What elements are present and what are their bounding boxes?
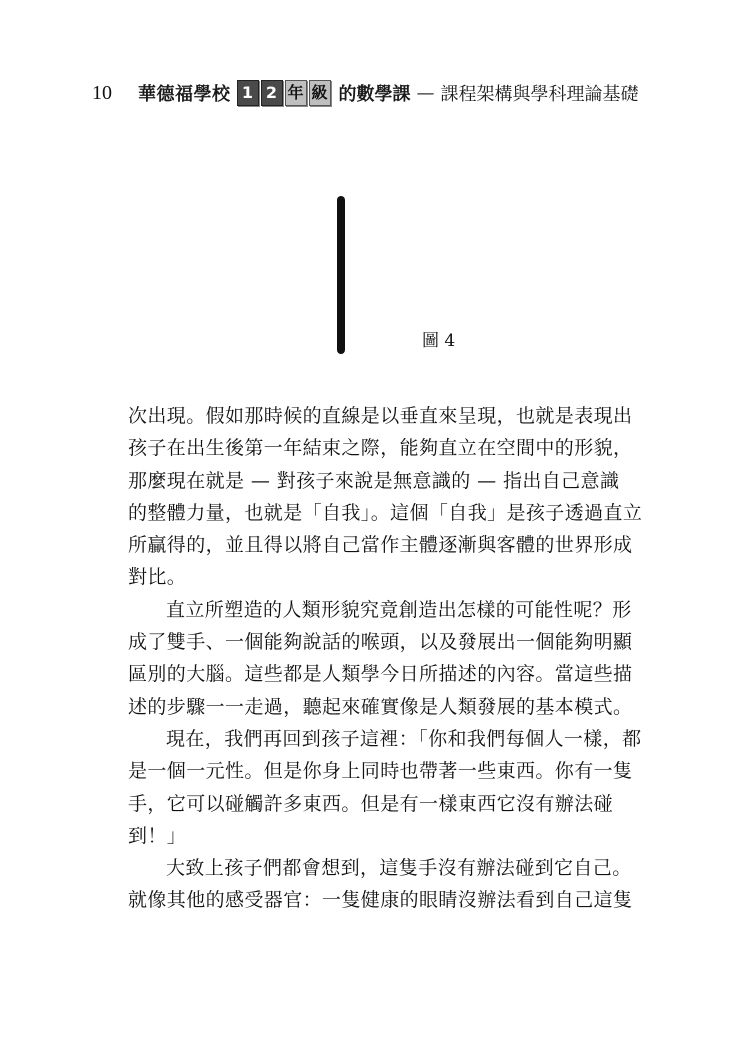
text-line: 區別的大腦。這些都是人類學今日所描述的內容。當這些描: [128, 663, 633, 686]
grade-digit-1: 1: [237, 80, 259, 106]
body-text: [128, 400, 643, 917]
text-line: 次出現。假如那時候的直線是以垂直來呈現，也就是表現出: [128, 405, 633, 427]
grade-badge: [237, 80, 333, 106]
text-line: 是一個一元性。但是你身上同時也帶著一些東西。你有一隻: [128, 760, 633, 783]
figure-vertical-line: [337, 196, 345, 354]
text-line: 大致上孩子們都會想到，這隻手沒有辦法碰到它自己。: [166, 857, 632, 880]
text-line: 手，它可以碰觸許多東西。但是有一樣東西它沒有辦法碰: [128, 792, 614, 815]
grade-char-year: 年: [285, 80, 307, 106]
book-title-suffix: 的數學課: [338, 84, 411, 105]
text-line: 孩子在出生後第一年結束之際，能夠直立在空間中的形貌，: [128, 437, 633, 460]
text-line: 那麼現在就是 — 對孩子來說是無意識的 — 指出自己意識: [128, 469, 620, 492]
text-line: 所贏得的，並且得以將自己當作主體逐漸與客體的世界形成: [128, 534, 633, 557]
text-line: 到！」: [128, 824, 187, 847]
figure-caption: 圖 4: [422, 331, 456, 351]
text-line: 成了雙手、一個能夠說話的喉頭，以及發展出一個能夠明顯: [128, 631, 633, 654]
text-line: 直立所塑造的人類形貌究竟創造出怎樣的可能性呢？形: [166, 598, 632, 621]
text-line: 的整體力量，也就是「自我」。這個「自我」是孩子透過直立: [128, 501, 643, 524]
page-number: 10: [92, 81, 112, 104]
header-dash: —: [416, 82, 435, 104]
text-line: 就像其他的感受器官：一隻健康的眼睛沒辦法看到自己這隻: [128, 889, 633, 912]
text-line: 對比。: [128, 566, 187, 589]
grade-digit-2: 2: [261, 80, 283, 106]
grade-char-level: 級: [309, 80, 331, 106]
book-title-prefix: 華德福學校: [138, 84, 231, 105]
book-subtitle: 課程架構與學科理論基礎: [440, 84, 639, 105]
text-line: 述的步驟一一走過，聽起來確實像是人類發展的基本模式。: [128, 695, 633, 718]
running-header: [92, 78, 692, 108]
text-line: 現在，我們再回到孩子這裡：「你和我們每個人一樣，都: [166, 727, 642, 750]
